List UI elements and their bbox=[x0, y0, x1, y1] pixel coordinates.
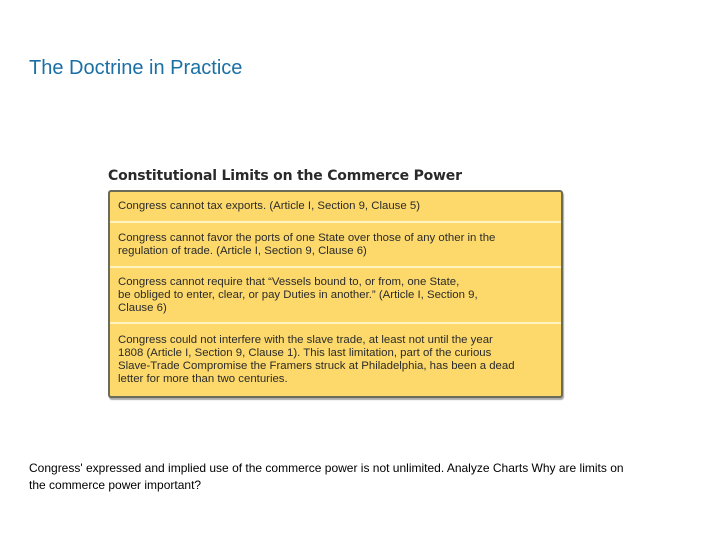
row-line: Congress cannot require that “Vessels bound to, or from, one State, bbox=[118, 275, 460, 288]
limit-row bbox=[110, 324, 561, 396]
figure-title: Constitutional Limits on the Commerce Power bbox=[108, 168, 462, 184]
slide-title: The Doctrine in Practice bbox=[29, 57, 243, 79]
limit-row bbox=[110, 268, 561, 324]
row-line: Congress cannot tax exports. (Article I, Section 9, Clause 5) bbox=[118, 200, 420, 212]
row-line: Clause 6) bbox=[118, 301, 167, 314]
row-line: be obliged to enter, clear, or pay Duties in another.” (Article I, Section 9, bbox=[118, 288, 478, 301]
row-line: letter for more than two centuries. bbox=[118, 373, 288, 385]
limits-table bbox=[108, 190, 563, 398]
row-line: Congress could not interfere with the slave trade, at least not until the year bbox=[118, 334, 493, 346]
caption: Congress' expressed and implied use of the commerce power is not unlimited. Analyze Charts Why are limits on the commerce power important? bbox=[29, 461, 624, 492]
row-line: regulation of trade. (Article I, Section 9, Clause 6) bbox=[118, 244, 367, 257]
limit-row bbox=[110, 192, 561, 223]
row-line: Slave-Trade Compromise the Framers struck at Philadelphia, has been a dead bbox=[118, 360, 515, 372]
row-line: Congress cannot favor the ports of one State over those of any other in the bbox=[118, 231, 496, 244]
limit-row bbox=[110, 223, 561, 268]
row-line: 1808 (Article I, Section 9, Clause 1). This last limitation, part of the curious bbox=[118, 347, 492, 359]
